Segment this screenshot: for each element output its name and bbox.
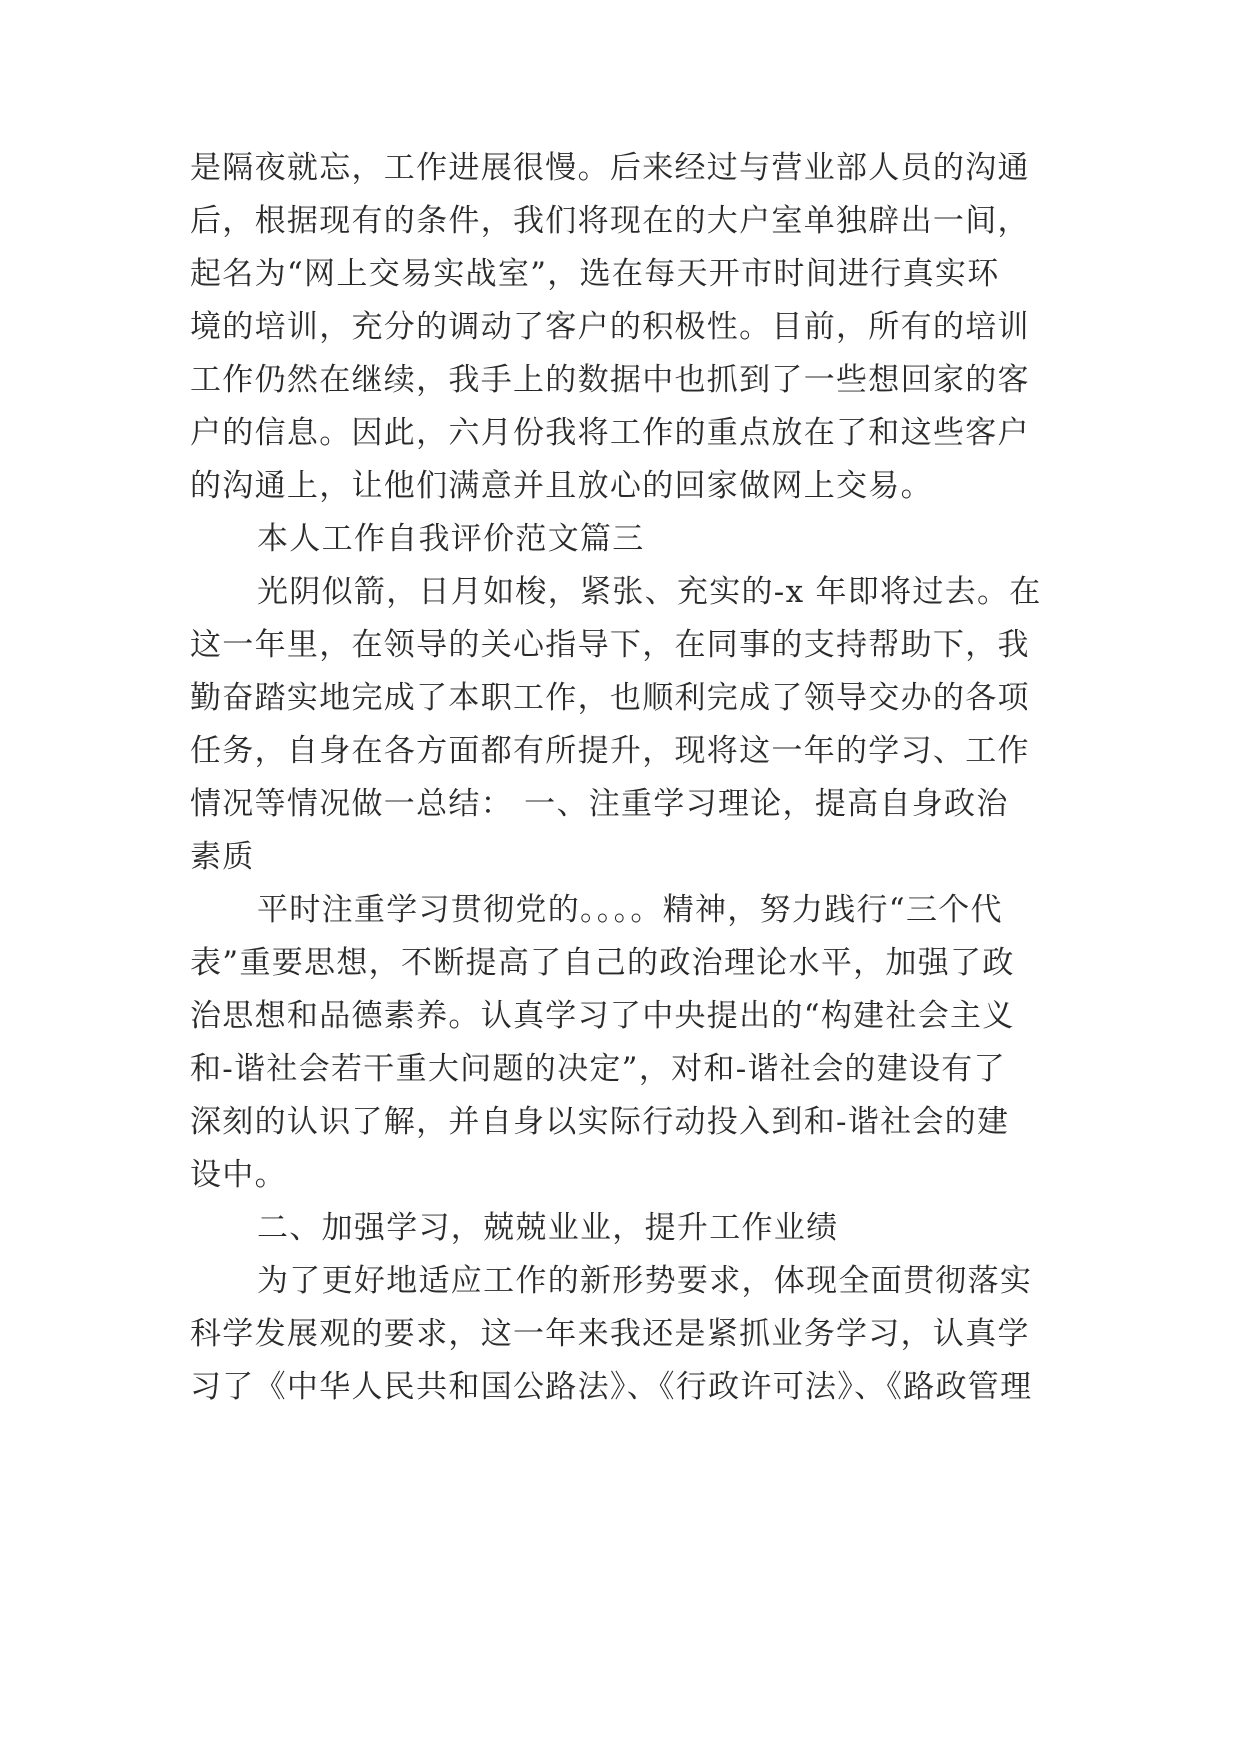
body-line: 光阴似箭，日月如梭，紧张、充实的-x 年即将过去。在: [257, 574, 1042, 610]
body-line: 境的培训，充分的调动了客户的积极性。目前，所有的培训: [190, 309, 1030, 345]
body-line: 素质: [190, 839, 255, 875]
body-line: 工作仍然在继续，我手上的数据中也抓到了一些想回家的客: [190, 362, 1030, 398]
body-line: 的沟通上，让他们满意并且放心的回家做网上交易。: [190, 468, 933, 504]
body-line: 任务，自身在各方面都有所提升，现将这一年的学习、工作: [190, 733, 1030, 769]
body-line: 为了更好地适应工作的新形势要求，体现全面贯彻落实: [257, 1263, 1033, 1299]
body-line: 这一年里，在领导的关心指导下，在同事的支持帮助下，我: [190, 627, 1030, 663]
body-line: 后，根据现有的条件，我们将现在的大户室单独辟出一间，: [190, 203, 1030, 239]
body-line: 是隔夜就忘，工作进展很慢。后来经过与营业部人员的沟通: [190, 150, 1030, 186]
body-line: 勤奋踏实地完成了本职工作，也顺利完成了领导交办的各项: [190, 680, 1030, 716]
section-heading: 本人工作自我评价范文篇三: [257, 521, 645, 557]
body-line: 设中。: [190, 1157, 287, 1193]
body-line: 习了《中华人民共和国公路法》、《行政许可法》、《路政管理: [190, 1369, 1033, 1405]
body-line: 情况等情况做一总结： 一、注重学习理论，提高自身政治: [190, 786, 1009, 822]
body-line: 治思想和品德素养。认真学习了中央提出的“构建社会主义: [190, 998, 1015, 1034]
body-line: 和-谐社会若干重大问题的决定”，对和-谐社会的建设有了: [190, 1051, 1006, 1087]
body-line: 科学发展观的要求，这一年来我还是紧抓业务学习，认真学: [190, 1316, 1030, 1352]
body-line: 起名为“网上交易实战室”，选在每天开市时间进行真实环: [190, 256, 1000, 292]
section-heading: 二、加强学习，兢兢业业，提升工作业绩: [257, 1210, 839, 1246]
body-line: 表”重要思想，不断提高了自己的政治理论水平，加强了政: [190, 945, 1015, 981]
body-line: 平时注重学习贯彻党的。。。。精神，努力践行“三个代: [257, 892, 1003, 928]
body-line: 户的信息。因此，六月份我将工作的重点放在了和这些客户: [190, 415, 1030, 451]
body-line: 深刻的认识了解，并自身以实际行动投入到和-谐社会的建: [190, 1104, 1010, 1140]
